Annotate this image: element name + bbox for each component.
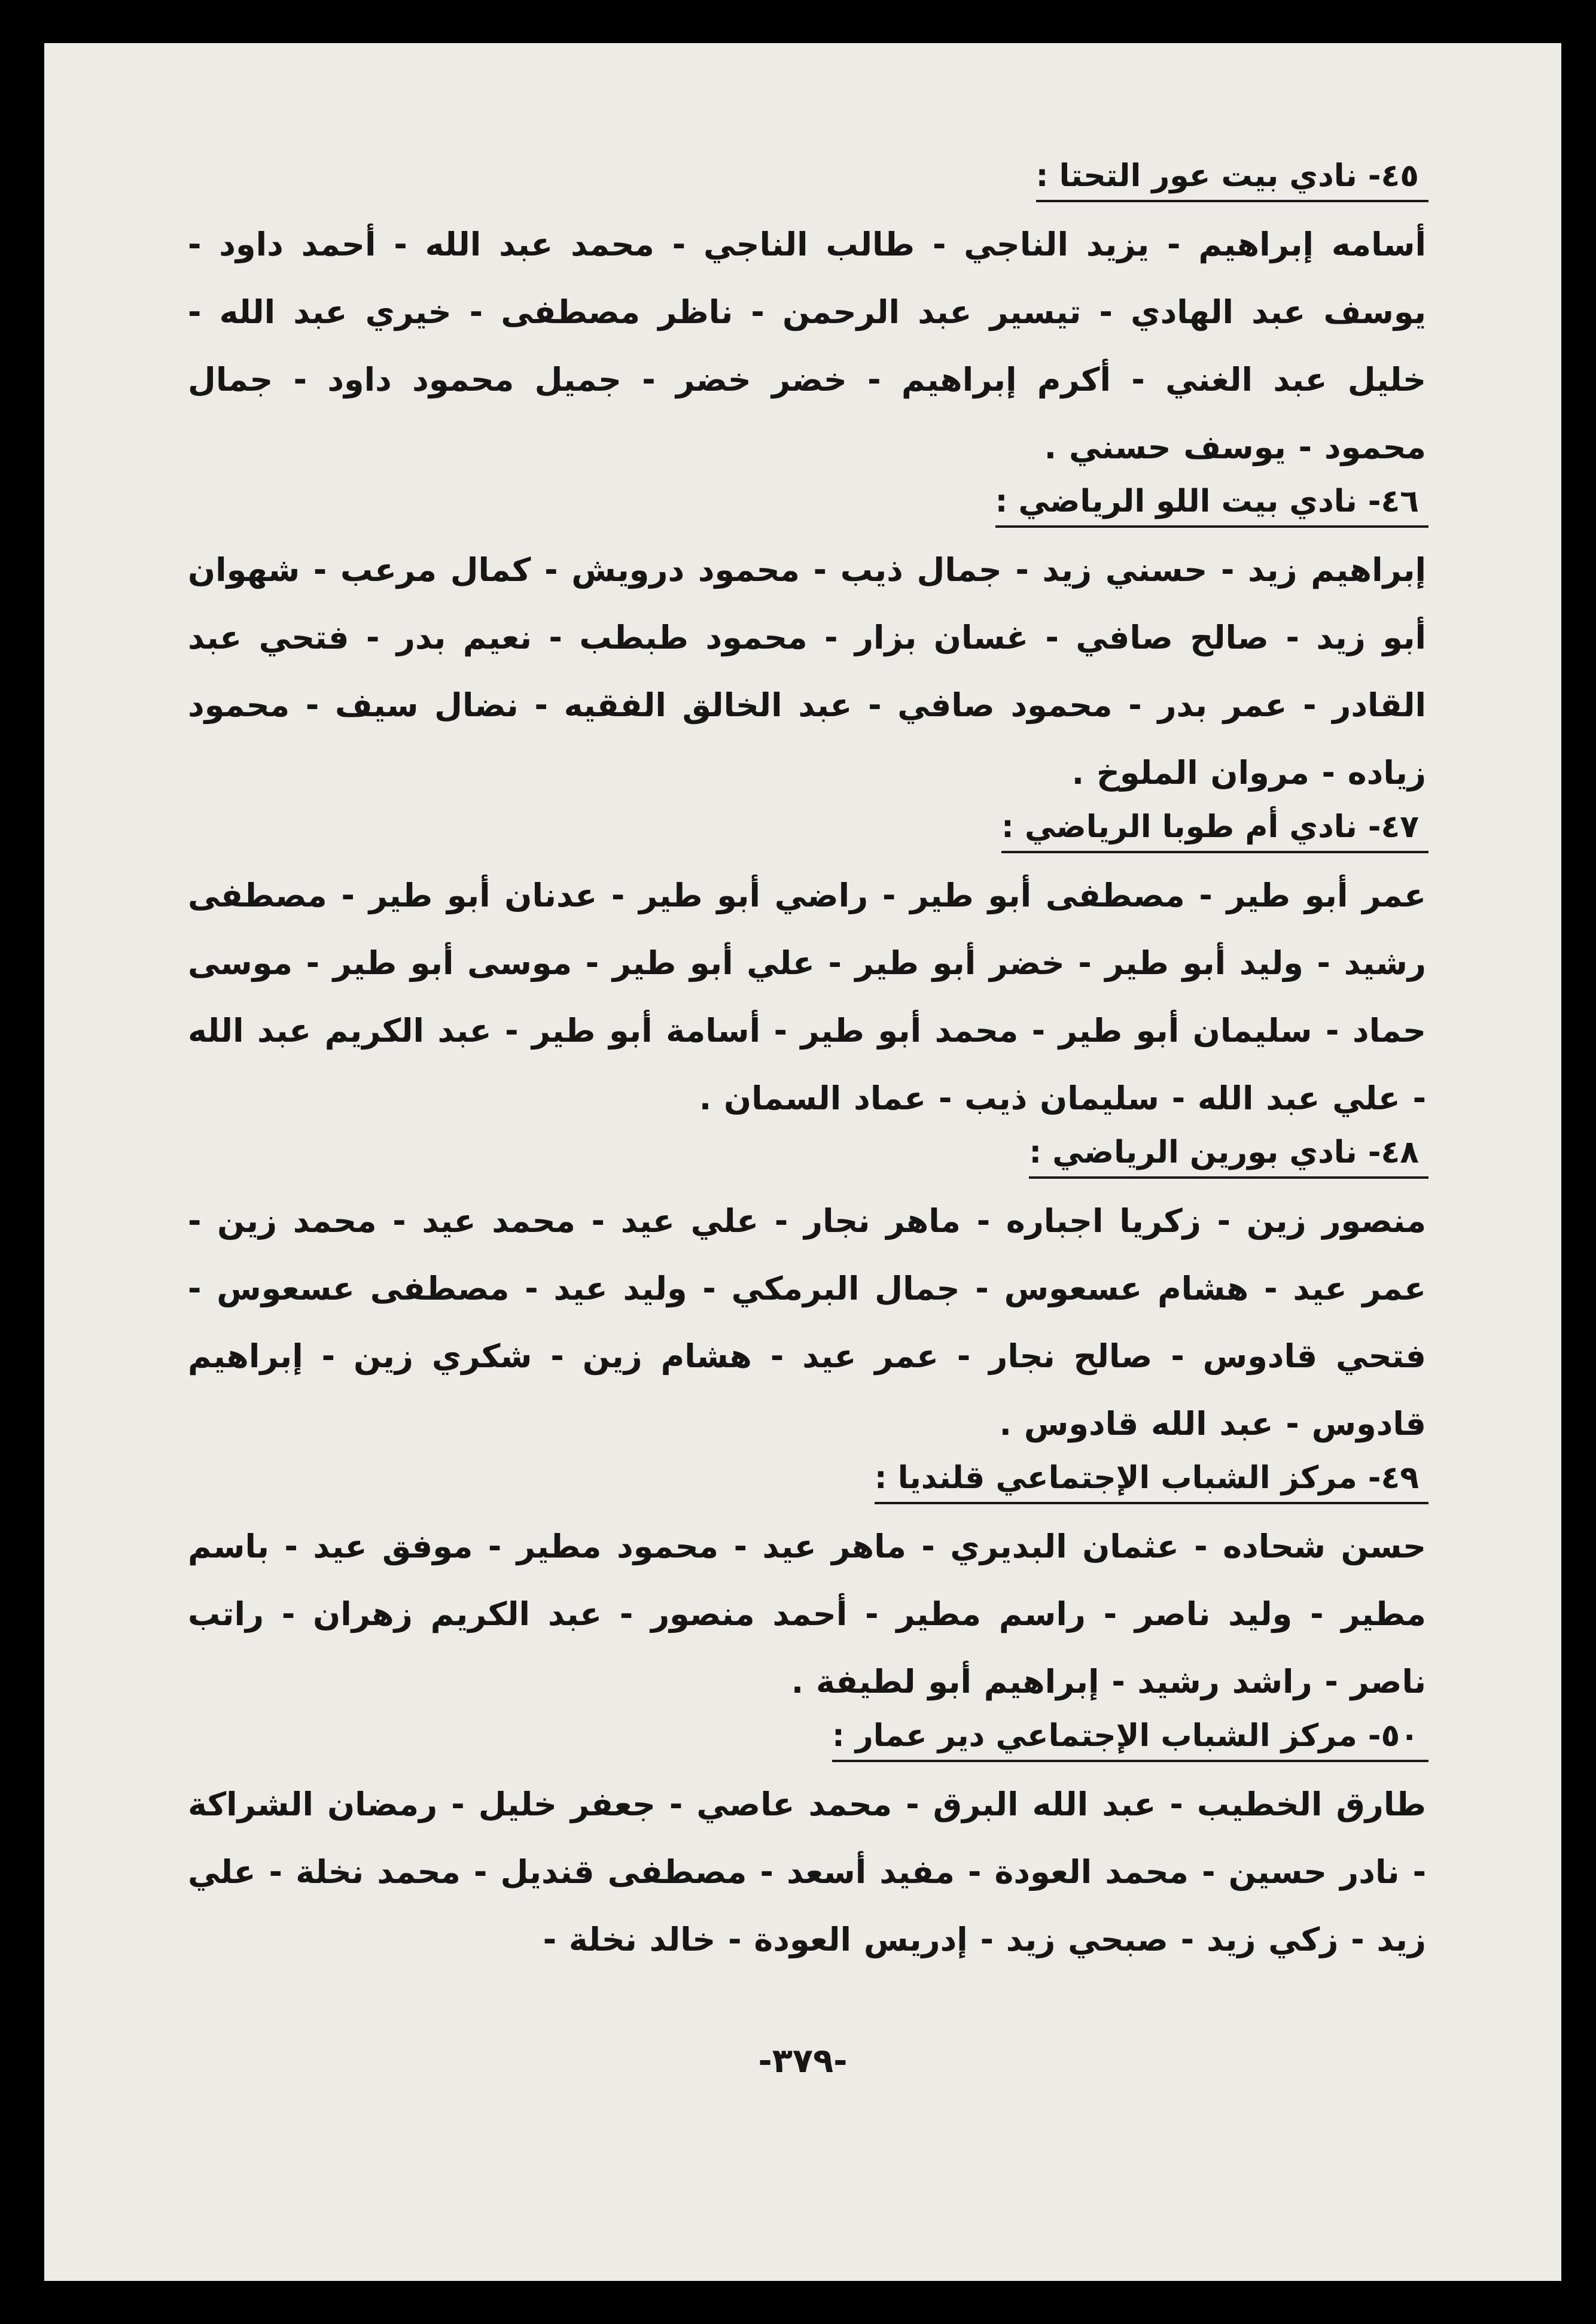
section-text: منصور زين - زكريا اجباره - ماهر نجار - علي عيد - محمد عيد - محمد زين - عمر عيد - هشام عسعوس - جمال البرمكي - وليد عيد - مصطفى عسعوس - فتحي قادوس - صالح نجار - عمر عيد - هشام زين - شكري زين - إبراهيم قادوس - عبد الله قادوس . xyxy=(188,1202,1426,1443)
section-heading: ٤٧- نادي أم طوبا الرياضي : xyxy=(1001,807,1429,853)
section-47 xyxy=(188,807,1429,1132)
section-heading: ٤٥- نادي بيت عور التحتا : xyxy=(1036,156,1429,202)
section-48 xyxy=(188,1132,1429,1458)
document-page xyxy=(44,43,1561,2281)
page-number: -٣٧٩- xyxy=(758,2042,848,2080)
section-heading: ٤٦- نادي بيت اللو الرياضي : xyxy=(995,481,1429,528)
section-text: إبراهيم زيد - حسني زيد - جمال ذيب - محمود درويش - كمال مرعب - شهوان أبو زيد - صالح صافي - غسان بزار - محمود طبطب - نعيم بدر - فتحي عبد القادر - عمر بدر - محمود صافي - عبد الخالق الفقيه - نضال سيف - محمود زياده - مروان الملوخ . xyxy=(188,551,1426,792)
section-text: عمر أبو طير - مصطفى أبو طير - راضي أبو طير - عدنان أبو طير - مصطفى رشيد - وليد أبو طير - خضر أبو طير - علي أبو طير - موسى أبو طير - موسى حماد - سليمان أبو طير - محمد أبو طير - أسامة أبو طير - عبد الكريم عبد الله - علي عبد الله - سليمان ذيب - عماد السمان . xyxy=(188,877,1426,1117)
section-text: أسامه إبراهيم - يزيد الناجي - طالب الناجي - محمد عبد الله - أحمد داود - يوسف عبد الهادي - تيسير عبد الرحمن - ناظر مصطفى - خيري عبد الله - خليل عبد الغني - أكرم إبراهيم - خضر خضر - جميل محمود داود - جمال محمود - يوسف حسني . xyxy=(188,226,1426,466)
section-50 xyxy=(188,1715,1429,1973)
section-49 xyxy=(188,1458,1429,1715)
section-text: طارق الخطيب - عبد الله البرق - محمد عاصي - جعفر خليل - رمضان الشراكة - نادر حسين - محمد العودة - مفيد أسعد - مصطفى قنديل - محمد نخلة - علي زيد - زكي زيد - صبحي زيد - إدريس العودة - خالد نخلة - xyxy=(188,1785,1426,1958)
section-heading: ٤٩- مركز الشباب الإجتماعي قلنديا : xyxy=(875,1458,1429,1504)
section-text: حسن شحاده - عثمان البديري - ماهر عيد - محمود مطير - موفق عيد - باسم مطير - وليد ناصر - راسم مطير - أحمد منصور - عبد الكريم زهران - راتب ناصر - راشد رشيد - إبراهيم أبو لطيفة . xyxy=(188,1528,1426,1701)
page-content xyxy=(188,156,1429,1973)
section-heading: ٤٨- نادي بورين الرياضي : xyxy=(1029,1132,1429,1179)
section-heading: ٥٠- مركز الشباب الإجتماعي دير عمار : xyxy=(832,1715,1429,1762)
section-46 xyxy=(188,481,1429,807)
section-45 xyxy=(188,156,1429,481)
